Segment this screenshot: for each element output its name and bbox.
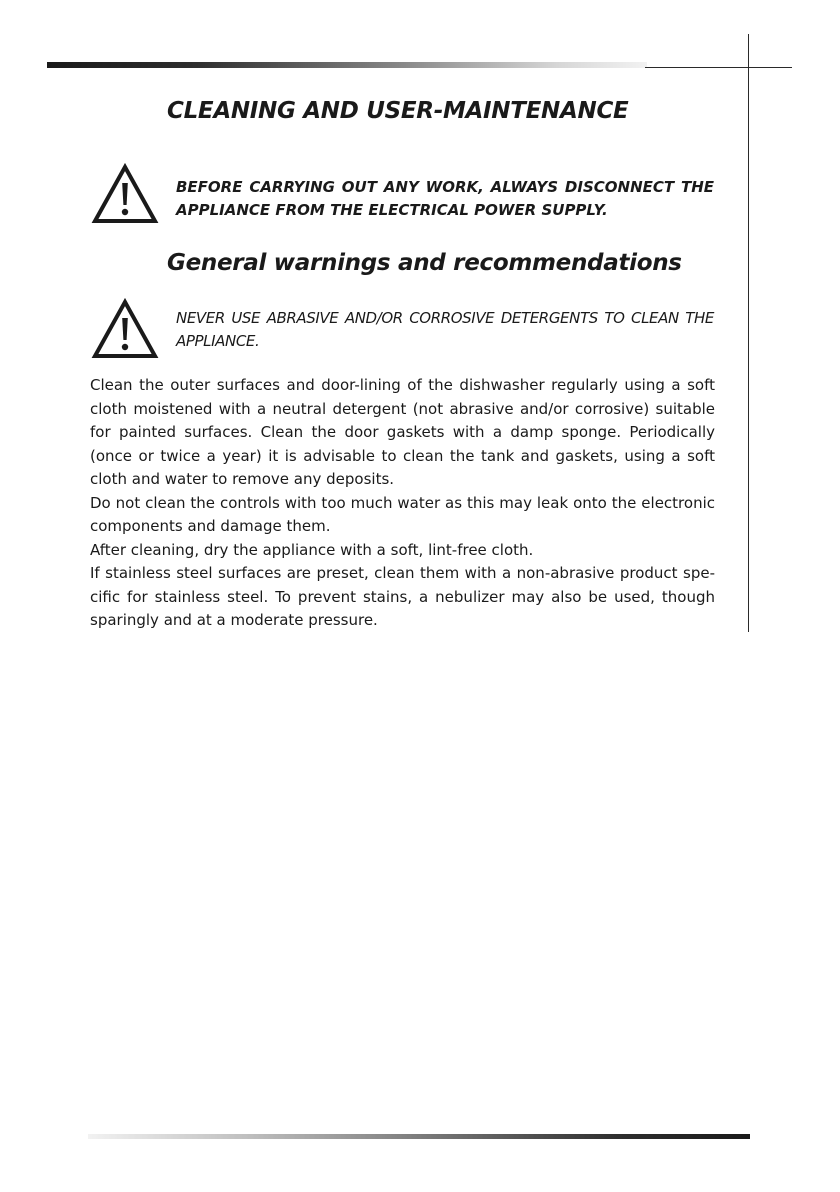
footer-gradient-bar bbox=[88, 1134, 750, 1139]
section-heading: General warnings and recommendations bbox=[167, 250, 682, 276]
margin-rule bbox=[748, 34, 749, 632]
paragraph-cleaning-surfaces: Clean the outer surfaces and door-lining of the dishwasher regularly using a soft cloth moistened with a neutral detergent (not abrasive and/or corrosive) suitable for painted surfaces. Clean the door gaskets with a damp sponge. Periodically (once or twice a year) it is advisable to clean the tank and gaskets, using a soft cloth and water to remove any deposits. bbox=[90, 376, 715, 488]
page-title: CLEANING AND USER-MAINTENANCE bbox=[167, 98, 629, 124]
body-text bbox=[90, 374, 715, 633]
header-gradient-bar bbox=[47, 62, 647, 68]
detergent-warning-text: NEVER USE ABRASIVE AND/OR CORROSIVE DETERGENTS TO CLEAN THE APPLIANCE. bbox=[176, 309, 714, 350]
paragraph-drying: After cleaning, dry the appliance with a soft, lint-free cloth. bbox=[90, 540, 534, 559]
warning-triangle-icon bbox=[91, 163, 159, 225]
power-warning-text: BEFORE CARRYING OUT ANY WORK, ALWAYS DISCONNECT THE APPLIANCE FROM THE ELECTRICAL POWER SUPPLY. bbox=[176, 178, 714, 219]
warning-triangle-icon bbox=[91, 298, 159, 360]
paragraph-controls: Do not clean the controls with too much water as this may leak onto the electronic components and damage them. bbox=[90, 493, 715, 535]
paragraph-stainless-steel: If stainless steel surfaces are preset, clean them with a non-abrasive product specific for stainless steel. To prevent stains, a nebulizer may also be used, though sparingly and at a moderate pressure. bbox=[90, 564, 715, 629]
header-rule bbox=[645, 67, 792, 68]
